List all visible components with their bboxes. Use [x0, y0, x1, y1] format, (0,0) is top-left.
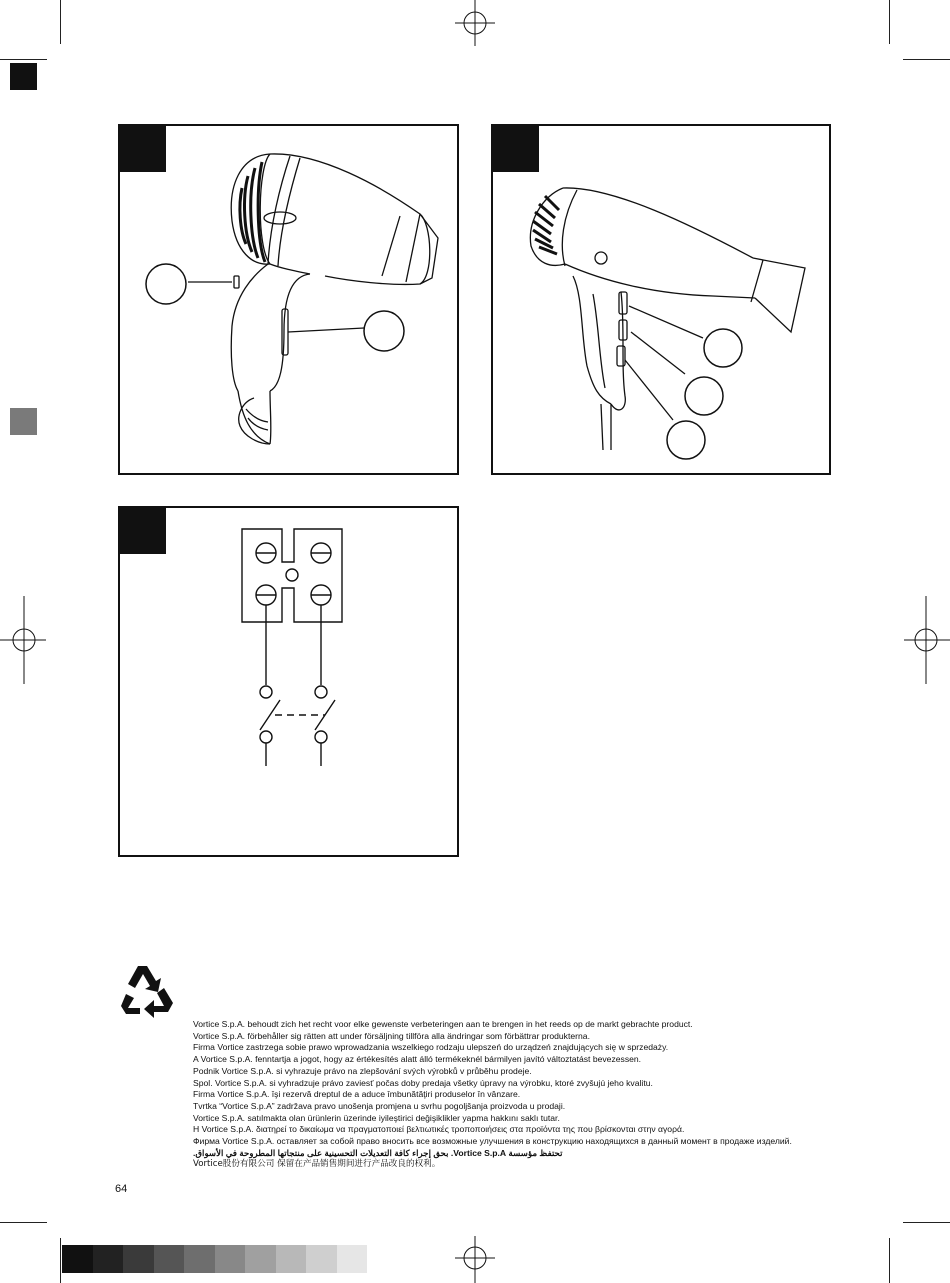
crop-mark-top-right-v — [889, 0, 890, 44]
recycle-icon — [116, 962, 178, 1024]
registration-mark-icon — [455, 0, 495, 46]
color-swatch — [215, 1245, 246, 1273]
side-marker-grey — [10, 408, 37, 435]
crop-mark-top-left-h — [0, 59, 47, 60]
crop-mark-bottom-left-v — [60, 1238, 61, 1283]
disclaimer-line: Vortice S.p.A. satılmakta olan ürünlerin üzerinde iyileştirici değişiklikler yapma hakkını saklı tutar. — [193, 1112, 560, 1123]
color-swatch — [62, 1245, 93, 1273]
registration-mark-icon — [0, 596, 46, 684]
disclaimer-line: Vortice S.p.A. behoudt zich het recht voor elke gewenste verbeteringen aan te brengen in het reeds op de markt gebrachte product. — [193, 1019, 693, 1029]
color-swatch — [276, 1245, 307, 1273]
color-bar — [62, 1245, 367, 1273]
color-swatch — [245, 1245, 276, 1273]
disclaimer-line: Firma Vortice S.p.A. îşi rezervă dreptul de a aduce îmbunătăţiri produselor în vânzare. — [193, 1089, 521, 1100]
callout-circle — [685, 377, 723, 415]
color-swatch — [123, 1245, 154, 1273]
crop-mark-bottom-right-v — [889, 1238, 890, 1283]
color-swatch — [93, 1245, 124, 1273]
color-swatch — [154, 1245, 185, 1273]
color-swatch — [337, 1245, 368, 1273]
callout-circle — [364, 311, 404, 351]
page-number: 64 — [115, 1183, 128, 1195]
disclaimer-line: Spol. Vortice S.p.A. si vyhradzuje právo zaviesť počas doby predaja všetky úpravy na výrobku, ktoré zvyšujú jeho kvalitu. — [193, 1077, 653, 1088]
crop-mark-bottom-left-h — [0, 1222, 47, 1223]
disclaimer-line: H Vortice S.p.A. διατηρεί το δικαίωμα να πραγματοποιεί βελτιωτικές τροποποιήσεις στα προϊόντα της που βρίσκονται στην αγορά. — [193, 1124, 685, 1135]
color-swatch — [306, 1245, 337, 1273]
callout-circle — [146, 264, 186, 304]
side-marker-dark — [10, 63, 37, 90]
figure-panel-3 — [118, 506, 459, 857]
disclaimer-line: A Vortice S.p.A. fenntartja a jogot, hogy az értékesítés alatt álló termékeknél bármilyen javító változtatást bevezessen. — [193, 1054, 642, 1065]
disclaimer-line-arabic: تحتفظ مؤسسة Vortice S.p.A. بحق إجراء كافة التعديلات التحسينية على منتجاتها المطروحة في الأسواق. — [193, 1147, 563, 1158]
color-swatch — [184, 1245, 215, 1273]
disclaimer-line-chinese: Vortice股份有限公司 保留在产品销售期间进行产品改良的权利。 — [193, 1159, 441, 1170]
figure-panel-2 — [491, 124, 831, 475]
disclaimer-line: Podnik Vortice S.p.A. si vyhrazuje právo na zlepšování svých výrobků v průběhu prodeje. — [193, 1065, 532, 1076]
disclaimer-line: Фирма Vortice S.p.A. оставляет за собой право вносить все возможные улучшения в конструкцию находящихся в данный момент в продаже изделий. — [193, 1136, 792, 1147]
crop-mark-top-right-h — [903, 59, 950, 60]
hair-dryer-side-illustration — [120, 126, 457, 473]
hair-dryer-angled-illustration — [493, 126, 829, 473]
crop-mark-top-left-v — [60, 0, 61, 44]
disclaimer-line: Tvrtka “Vortice S.p.A” zadržava pravo unošenja promjena u svrhu pogoljšanja proizvoda u prodaji. — [193, 1100, 566, 1111]
callout-circle — [667, 421, 705, 459]
callout-circle — [704, 329, 742, 367]
figure-panel-1 — [118, 124, 459, 475]
registration-mark-icon — [455, 1236, 495, 1283]
wiring-diagram — [120, 508, 457, 855]
disclaimer-line: Firma Vortice zastrzega sobie prawo wprowadzania wszelkiego rodzaju ulepszeń do urządzeń znajdujących się w sprzedaży. — [193, 1042, 669, 1053]
disclaimer-line: Vortice S.p.A. förbehåller sig rätten att under försäljning tillföra alla ändringar som förbättrar produkterna. — [193, 1030, 590, 1041]
disclaimer-block — [193, 1019, 893, 1171]
crop-mark-bottom-right-h — [903, 1222, 950, 1223]
registration-mark-icon — [904, 596, 950, 684]
